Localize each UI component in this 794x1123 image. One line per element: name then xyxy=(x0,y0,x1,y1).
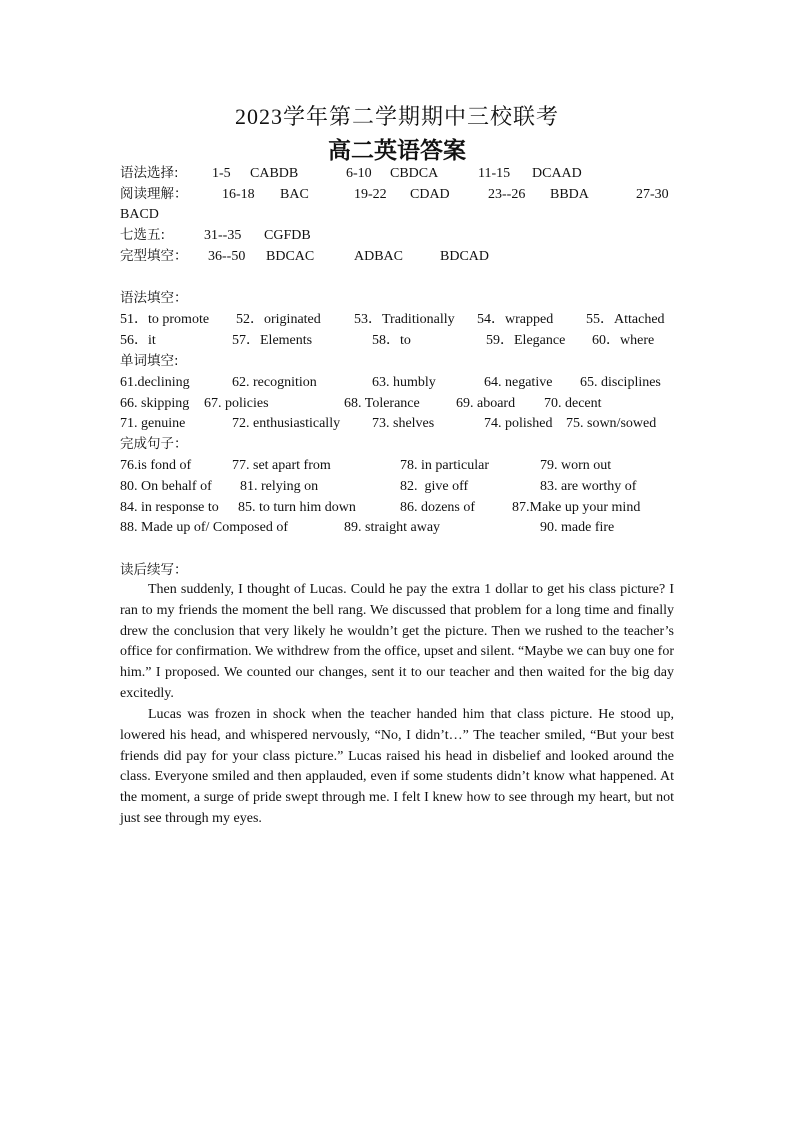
grammar-choice-label: 语法选择: xyxy=(120,165,179,181)
answer-range: 19-22 xyxy=(354,187,387,202)
answer-item: 55．Attached xyxy=(586,312,665,327)
answer-item: 65. disciplines xyxy=(580,375,661,390)
answer-item: 62. recognition xyxy=(232,375,317,390)
answer-item: 75. sown/sowed xyxy=(566,416,657,431)
answer-item: 80. On behalf of xyxy=(120,479,212,494)
answer-item: 57．Elements xyxy=(232,333,313,348)
answer-key: BDCAC xyxy=(266,249,315,264)
answer-item: 54．wrapped xyxy=(477,312,554,327)
answer-key: BACD xyxy=(120,207,159,222)
answer-item: 79. worn out xyxy=(540,458,612,473)
answer-title: 高二英语答案 xyxy=(328,138,466,164)
answer-item: 66. skipping xyxy=(120,396,190,411)
answer-item: 73. shelves xyxy=(372,416,435,431)
answer-key: CABDB xyxy=(250,166,299,181)
answer-item: 90. made fire xyxy=(540,520,615,535)
answer-item: 58．to xyxy=(372,333,411,348)
answer-item: 64. negative xyxy=(484,375,553,390)
answer-item: 87.Make up your mind xyxy=(512,500,641,515)
answer-item: 69. aboard xyxy=(456,396,516,411)
seven-choice-label: 七选五: xyxy=(120,227,166,243)
answer-key: BAC xyxy=(280,187,309,202)
answer-item: 86. dozens of xyxy=(400,500,476,515)
answer-item: 59．Elegance xyxy=(486,333,566,348)
answer-item: 76.is fond of xyxy=(120,458,192,473)
answer-range: 6-10 xyxy=(346,166,372,181)
answer-item: 84. in response to xyxy=(120,500,219,515)
answer-item: 56．it xyxy=(120,333,156,348)
answer-item: 81. relying on xyxy=(240,479,319,494)
answer-item: 74. polished xyxy=(484,416,553,431)
answer-item: 67. policies xyxy=(204,396,269,411)
answer-item: 51．to promote xyxy=(120,312,210,327)
answer-item: 71. genuine xyxy=(120,416,186,431)
answer-item: 53．Traditionally xyxy=(354,312,455,327)
answer-key: ADBAC xyxy=(354,249,404,264)
answer-key: BDCAD xyxy=(440,249,490,264)
answer-key: CGFDB xyxy=(264,228,311,243)
answer-item: 77. set apart from xyxy=(232,458,331,473)
essay-paragraph: Lucas was frozen in shock when the teacher handed him that class picture. He stood up, lowered his head, and whispered nervously, “No, I didn’t…” The teacher smiled, “But your best friends did pay for your class picture.” Lucas raised his head in disbelief and looked around the class. Everyone smiled and then applauded, even if some students didn’t know what happened. At the moment, a surge of pride swept through me. I felt I knew how to see through my heart, but not just see through my eyes. xyxy=(120,707,674,826)
answer-key: CDAD xyxy=(410,187,450,202)
answer-range: 27-30 xyxy=(636,187,669,202)
answer-item: 83. are worthy of xyxy=(540,479,637,494)
reading-label: 阅读理解： xyxy=(120,186,188,202)
answer-key: CBDCA xyxy=(390,166,439,181)
answer-range: 31--35 xyxy=(204,228,242,243)
answer-item: 88. Made up of/ Composed of xyxy=(120,520,288,535)
word-fill-label: 单词填空: xyxy=(120,353,179,369)
sentence-completion-label: 完成句子： xyxy=(120,436,188,452)
exam-title: 2023学年第二学期期中三校联考 xyxy=(234,104,559,129)
answer-item: 82. give off xyxy=(400,479,469,494)
continuation-writing-label: 读后续写： xyxy=(120,562,188,578)
answer-item: 61.declining xyxy=(120,375,190,390)
answer-range: 16-18 xyxy=(222,187,255,202)
answer-item: 60．where xyxy=(592,333,655,348)
answer-item: 78. in particular xyxy=(400,458,490,473)
answer-item: 70. decent xyxy=(544,396,602,411)
answer-key: DCAAD xyxy=(532,166,582,181)
answer-item: 72. enthusiastically xyxy=(232,416,341,431)
answer-range: 11-15 xyxy=(478,166,511,181)
answer-key: BBDA xyxy=(550,187,589,202)
answer-range: 23--26 xyxy=(488,187,526,202)
grammar-fill-label: 语法填空： xyxy=(120,290,188,306)
answer-item: 68. Tolerance xyxy=(344,396,420,411)
answer-item: 63. humbly xyxy=(372,375,436,390)
answer-item: 52．originated xyxy=(236,312,321,327)
cloze-label: 完型填空： xyxy=(120,248,188,264)
answer-range: 36--50 xyxy=(208,249,246,264)
answer-item: 89. straight away xyxy=(344,520,441,535)
answer-range: 1-5 xyxy=(212,166,231,181)
essay-paragraph: Then suddenly, I thought of Lucas. Could he pay the extra 1 dollar to get his class picture? I ran to my friends the moment the bell rang. We discussed that problem for a long time and finally drew the conclusion that very likely he wouldn’t get the picture. Then we rushed to the teacher’s office for confirmation. We withdrew from the office, upset and silent. “Maybe we can buy one for him.” I proposed. We counted our changes, sent it to our teacher and then waited for the big day excitedly. xyxy=(120,582,674,701)
answer-item: 85. to turn him down xyxy=(238,500,356,515)
